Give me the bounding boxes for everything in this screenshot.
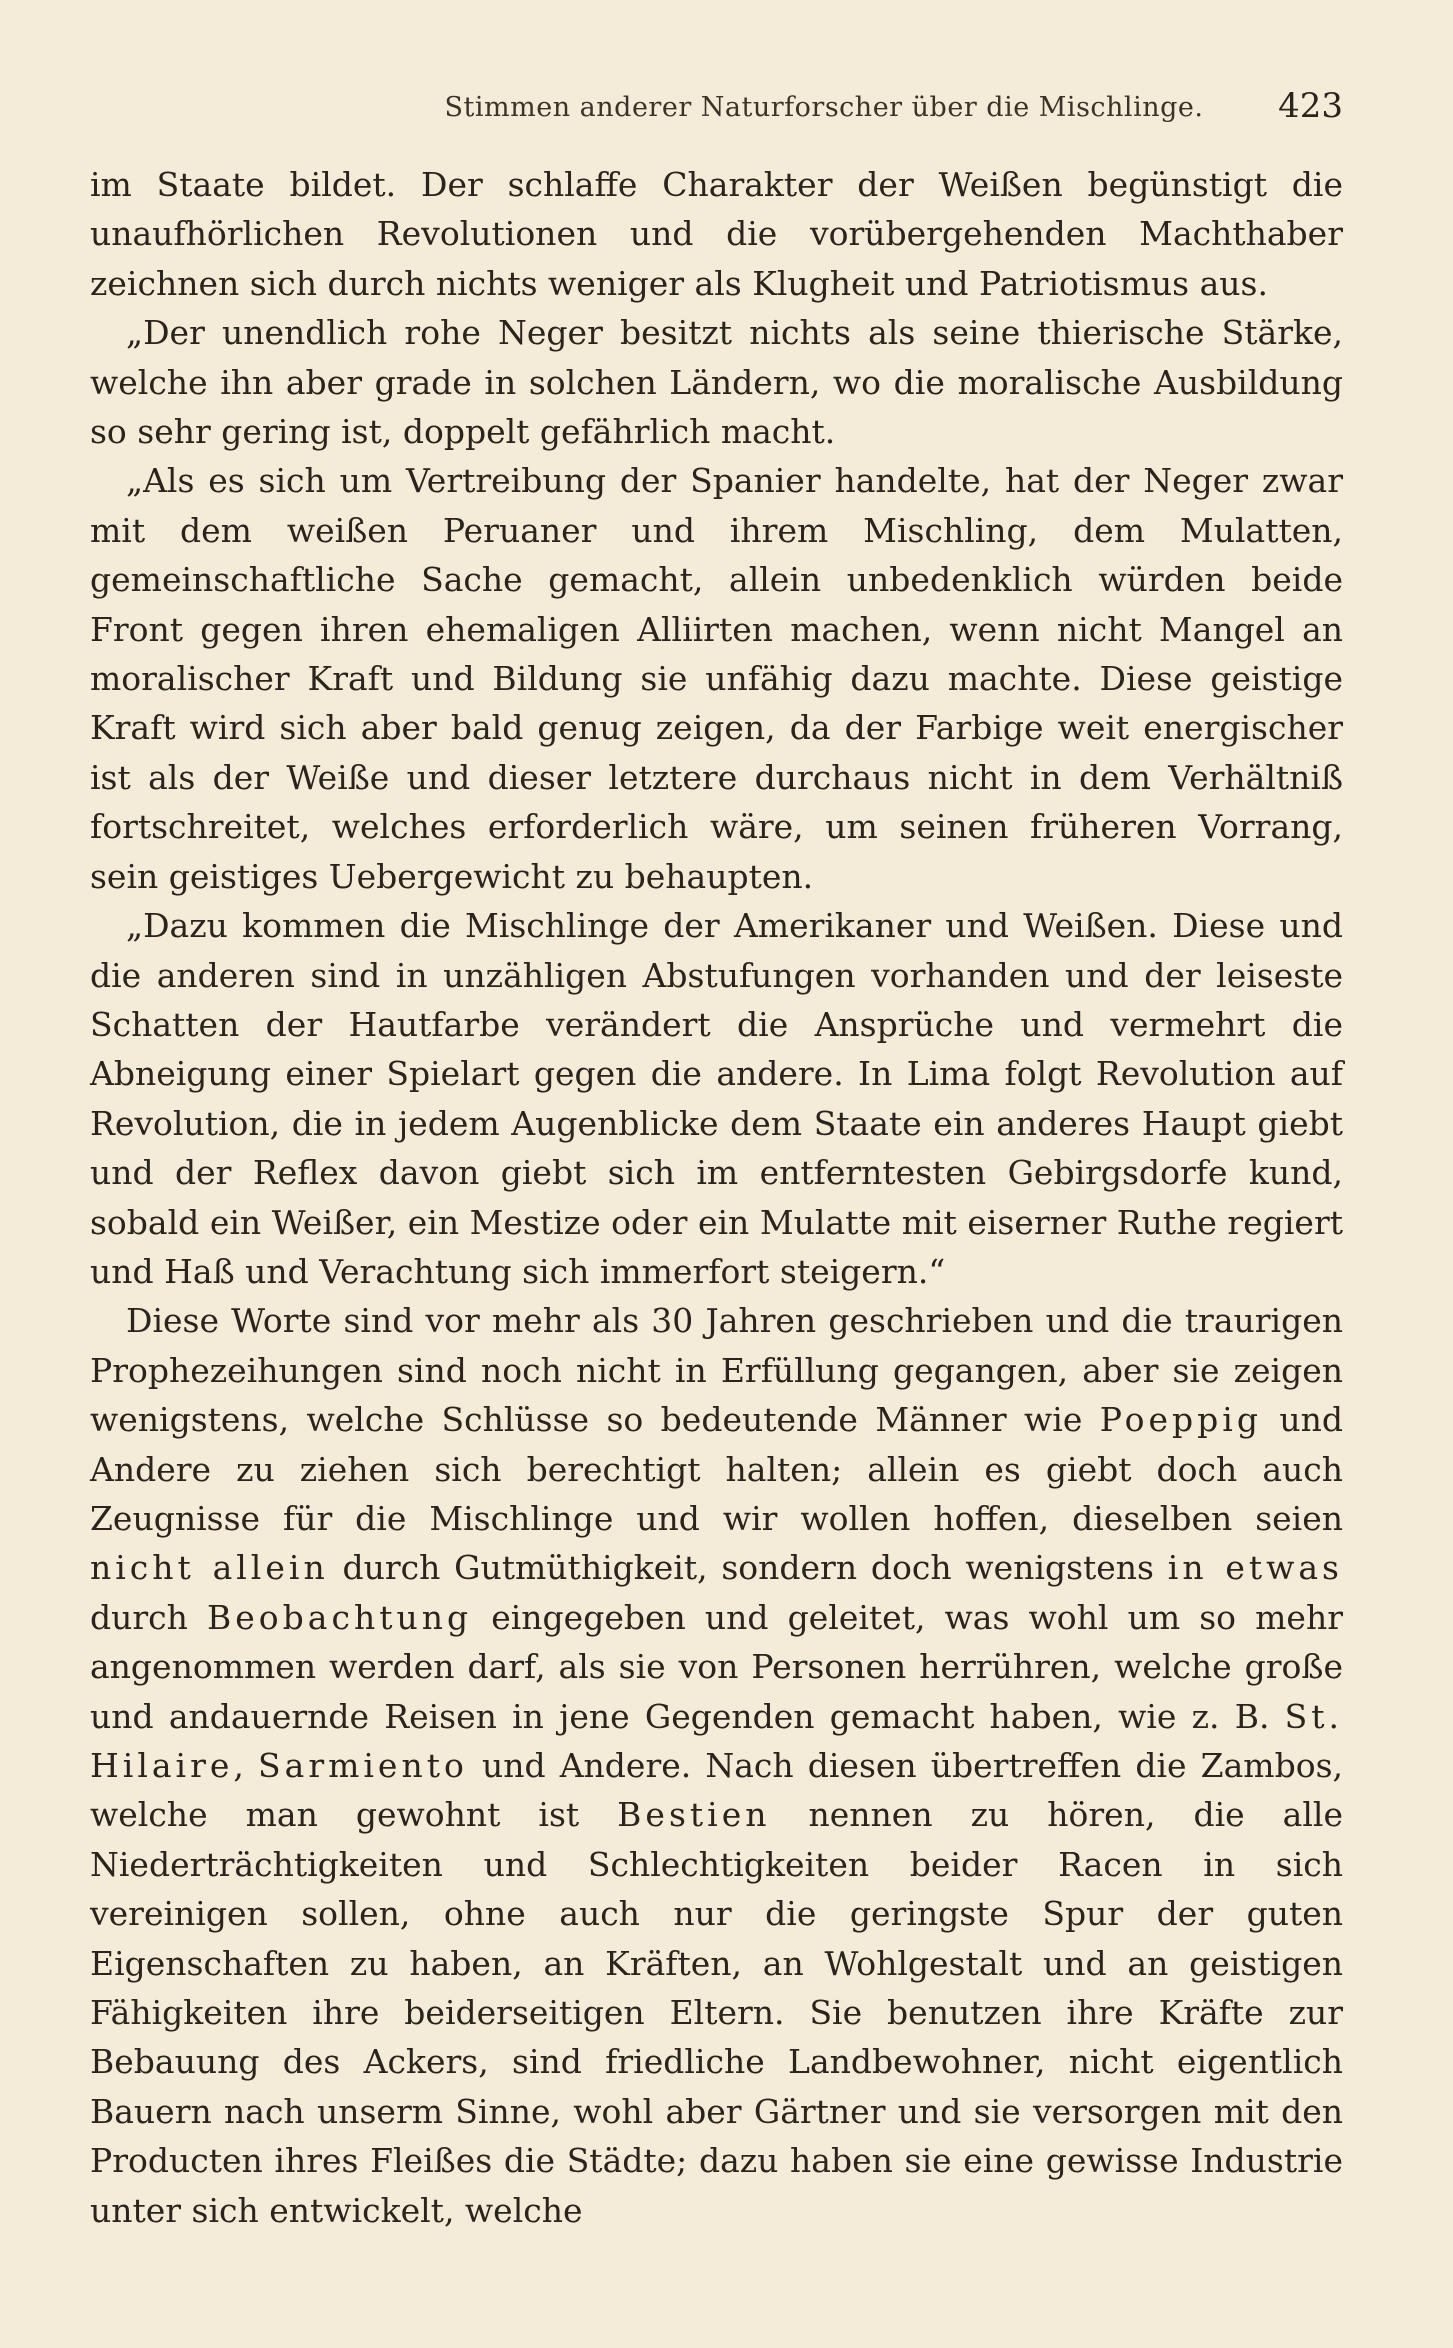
emphasized-text: Poeppig (1099, 1400, 1262, 1440)
text-run: Diese Worte sind vor mehr als 30 Jahren geschrieben und die traurigen Prophezeihungen sind noch nicht in Erfüllung gegangen, aber sie zeigen wenigstens, welche Schlüsse so bedeutende Männer wie (90, 1301, 1343, 1440)
text-run: nennen zu hören, die alle Niederträchtigkeiten und Schlechtigkeiten beider Racen in sich vereinigen sollen, ohne auch nur die geringste Spur der guten Eigenschaften zu haben, an Kräften, an Wohlgestalt und an geistigen Fähigkeiten ihre beiderseitigen Eltern. Sie benutzen ihre Kräfte zur Bebauung des Ackers, sind friedliche Landbewohner, nicht eigentlich Bauern nach unserm Sinne, wohl aber Gärtner und sie versorgen mit den Producten ihres Fleißes die Städte; dazu haben sie eine gewisse Industrie unter sich entwickelt, welche (90, 1795, 1343, 2230)
running-title: Stimmen anderer Naturforscher über die Mischlinge. (444, 92, 1204, 123)
text-run: und Andere zu ziehen sich berechtigt halten; allein es giebt doch auch Zeugnisse für die Mischlinge und wir wollen hoffen, dieselben seien (90, 1400, 1343, 1538)
paragraph (90, 160, 1343, 308)
emphasized-text: Bestien (617, 1795, 771, 1835)
emphasized-text: in etwas (1167, 1548, 1343, 1588)
text-run: , (233, 1746, 259, 1785)
text-run: durch Gutmüthigkeit, sondern doch wenigstens (328, 1548, 1168, 1588)
emphasized-text: St. Hilaire (90, 1696, 1343, 1785)
emphasized-text: Beobachtung (207, 1597, 473, 1637)
running-head (90, 82, 1343, 132)
emphasized-text: nicht allein (90, 1548, 329, 1588)
text-run: „Der unendlich rohe Neger besitzt nichts als seine thierische Stärke, welche ihn aber grade in solchen Ländern, wo die moralische Ausbildung so sehr gering ist, doppelt gefährlich macht. (90, 313, 1343, 452)
page-number: 423 (1278, 86, 1343, 126)
text-run: eingegeben und geleitet, was wohl um so mehr angenommen werden darf, als sie von Personen herrühren, welche große und andauernde Reisen in jene Gegenden gemacht haben, wie z. B. (90, 1597, 1343, 1736)
text-run: im Staate bildet. Der schlaffe Charakter der Weißen begünstigt die unaufhörlichen Revolutionen und die vorübergehenden Machthaber zeichnen sich durch nichts weniger als Klugheit und Patriotismus aus. (90, 165, 1343, 303)
emphasized-text: Sarmiento (258, 1746, 468, 1785)
text-run: durch (90, 1597, 208, 1637)
text-run: und Andere. Nach diesen übertreffen die Zambos, welche man gewohnt ist (90, 1746, 1343, 1835)
body-text (90, 160, 1343, 2235)
text-run: „Dazu kommen die Mischlinge der Amerikaner und Weißen. Diese und die anderen sind in unzähligen Abstufungen vorhanden und der leiseste Schatten der Hautfarbe verändert die Ansprüche und vermehrt die Abneigung einer Spielart gegen die andere. In Lima folgt Revolution auf Revolution, die in jedem Augenblicke dem Staate ein anderes Haupt giebt und der Reflex davon giebt sich im entferntesten Gebirgsdorfe kund, sobald ein Weißer, ein Mestize oder ein Mulatte mit eiserner Ruthe regiert und Haß und Verachtung sich immerfort steigern.“ (90, 906, 1343, 1291)
text-run: „Als es sich um Vertreibung der Spanier handelte, hat der Neger zwar mit dem weißen Peruaner und ihrem Mischling, dem Mulatten, gemeinschaftliche Sache gemacht, allein unbedenklich würden beide Front gegen ihren ehemaligen Alliirten machen, wenn nicht Mangel an moralischer Kraft und Bildung sie unfähig dazu machte. Diese geistige Kraft wird sich aber bald genug zeigen, da der Farbige weit energischer ist als der Weiße und dieser letztere durchaus nicht in dem Verhältniß fortschreitet, welches erforderlich wäre, um seinen früheren Vorrang, sein geistiges Uebergewicht zu behaupten. (90, 461, 1343, 896)
paragraph (90, 308, 1343, 456)
paragraph (90, 456, 1343, 901)
paragraph (90, 901, 1343, 1296)
paragraph (90, 1296, 1343, 2235)
